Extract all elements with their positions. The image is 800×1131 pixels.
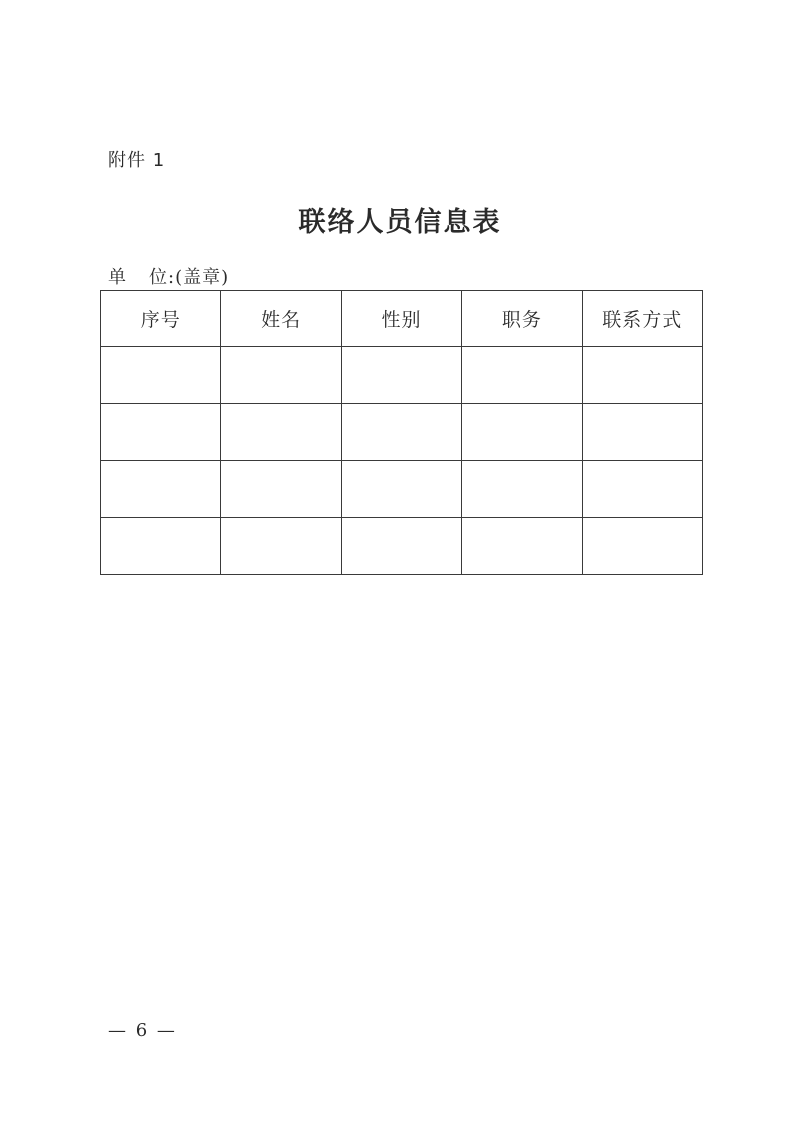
table-cell[interactable] [341,347,461,404]
table-cell[interactable] [462,404,582,461]
table-cell[interactable] [101,347,221,404]
unit-line [108,263,229,289]
header-position: 职务 [462,291,582,347]
table-cell[interactable] [582,404,702,461]
table-cell[interactable] [582,518,702,575]
table-header-row [101,291,703,347]
table-cell[interactable] [341,404,461,461]
table-cell[interactable] [221,461,341,518]
table-cell[interactable] [101,461,221,518]
table-cell[interactable] [462,461,582,518]
table-row [101,404,703,461]
header-gender: 性别 [341,291,461,347]
attachment-label: 附件 1 [108,150,166,171]
table-cell[interactable] [462,347,582,404]
header-serial-number: 序号 [101,291,221,347]
table-cell[interactable] [341,518,461,575]
table-cell[interactable] [221,518,341,575]
page-number: — 6 — [108,1020,177,1041]
seal-note: (盖章) [175,267,230,288]
table-cell[interactable] [341,461,461,518]
table-row [101,518,703,575]
header-name: 姓名 [221,291,341,347]
table-row [101,461,703,518]
table-row [101,347,703,404]
table-cell[interactable] [462,518,582,575]
table-cell[interactable] [582,461,702,518]
contact-info-table [100,290,703,575]
unit-label-2: 位: [149,267,176,288]
table-cell[interactable] [101,404,221,461]
header-contact: 联系方式 [582,291,702,347]
table-cell[interactable] [221,404,341,461]
document-title: 联络人员信息表 [298,207,502,238]
table-cell[interactable] [582,347,702,404]
unit-label: 单 [108,267,127,288]
table-cell[interactable] [101,518,221,575]
table-cell[interactable] [221,347,341,404]
